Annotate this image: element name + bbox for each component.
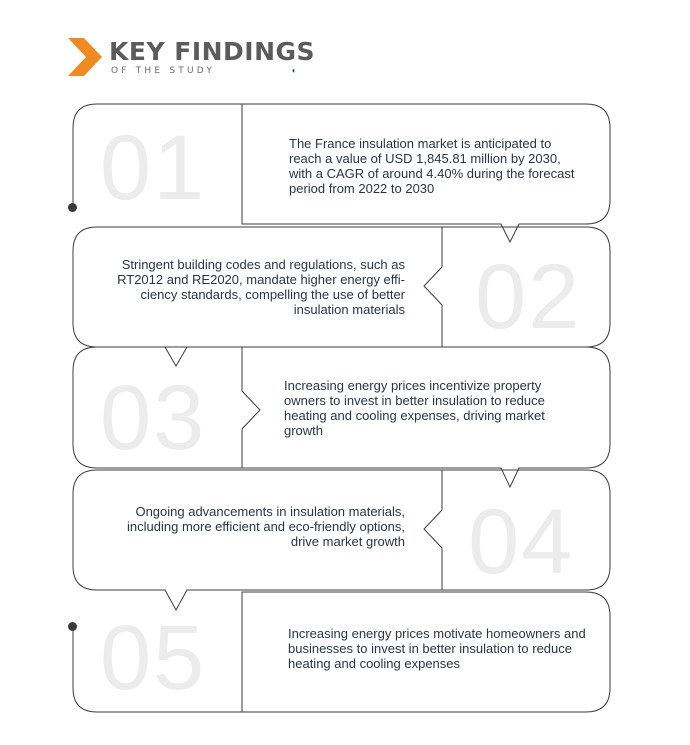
finding-text: Increasing energy prices motivate homeowners and businesses to invest in better insulation to reduce heating and cooling expenses: [288, 626, 586, 671]
crescent-icon: ◖: [291, 66, 296, 75]
timeline-start-dot: [68, 203, 77, 212]
finding-number: 02: [475, 246, 582, 348]
finding-number: 01: [100, 117, 207, 219]
finding-text: The France insulation market is anticipated to reach a value of USD 1,845.81 million by 2030, with a CAGR of around 4.40% during the forecast period from 2022 to 2030: [289, 136, 575, 196]
finding-number: 03: [100, 367, 207, 469]
finding-number: 05: [100, 607, 207, 709]
page-title: KEY FINDINGS: [109, 37, 316, 66]
finding-text: Ongoing advancements in insulation materials, including more efficient and eco-friendly options, drive market growth: [127, 504, 405, 549]
timeline-end-dot: [68, 622, 77, 631]
finding-text: Stringent building codes and regulations, such as RT2012 and RE2020, mandate higher energy effi-ciency standards, compelling the use of better insulation materials: [117, 257, 405, 317]
page-subtitle: OF THE STUDY: [111, 66, 216, 76]
finding-number: 04: [468, 491, 575, 593]
finding-text: Increasing energy prices incentivize property owners to invest in better insulation to reduce heating and cooling expenses, driving market growth: [284, 378, 545, 438]
